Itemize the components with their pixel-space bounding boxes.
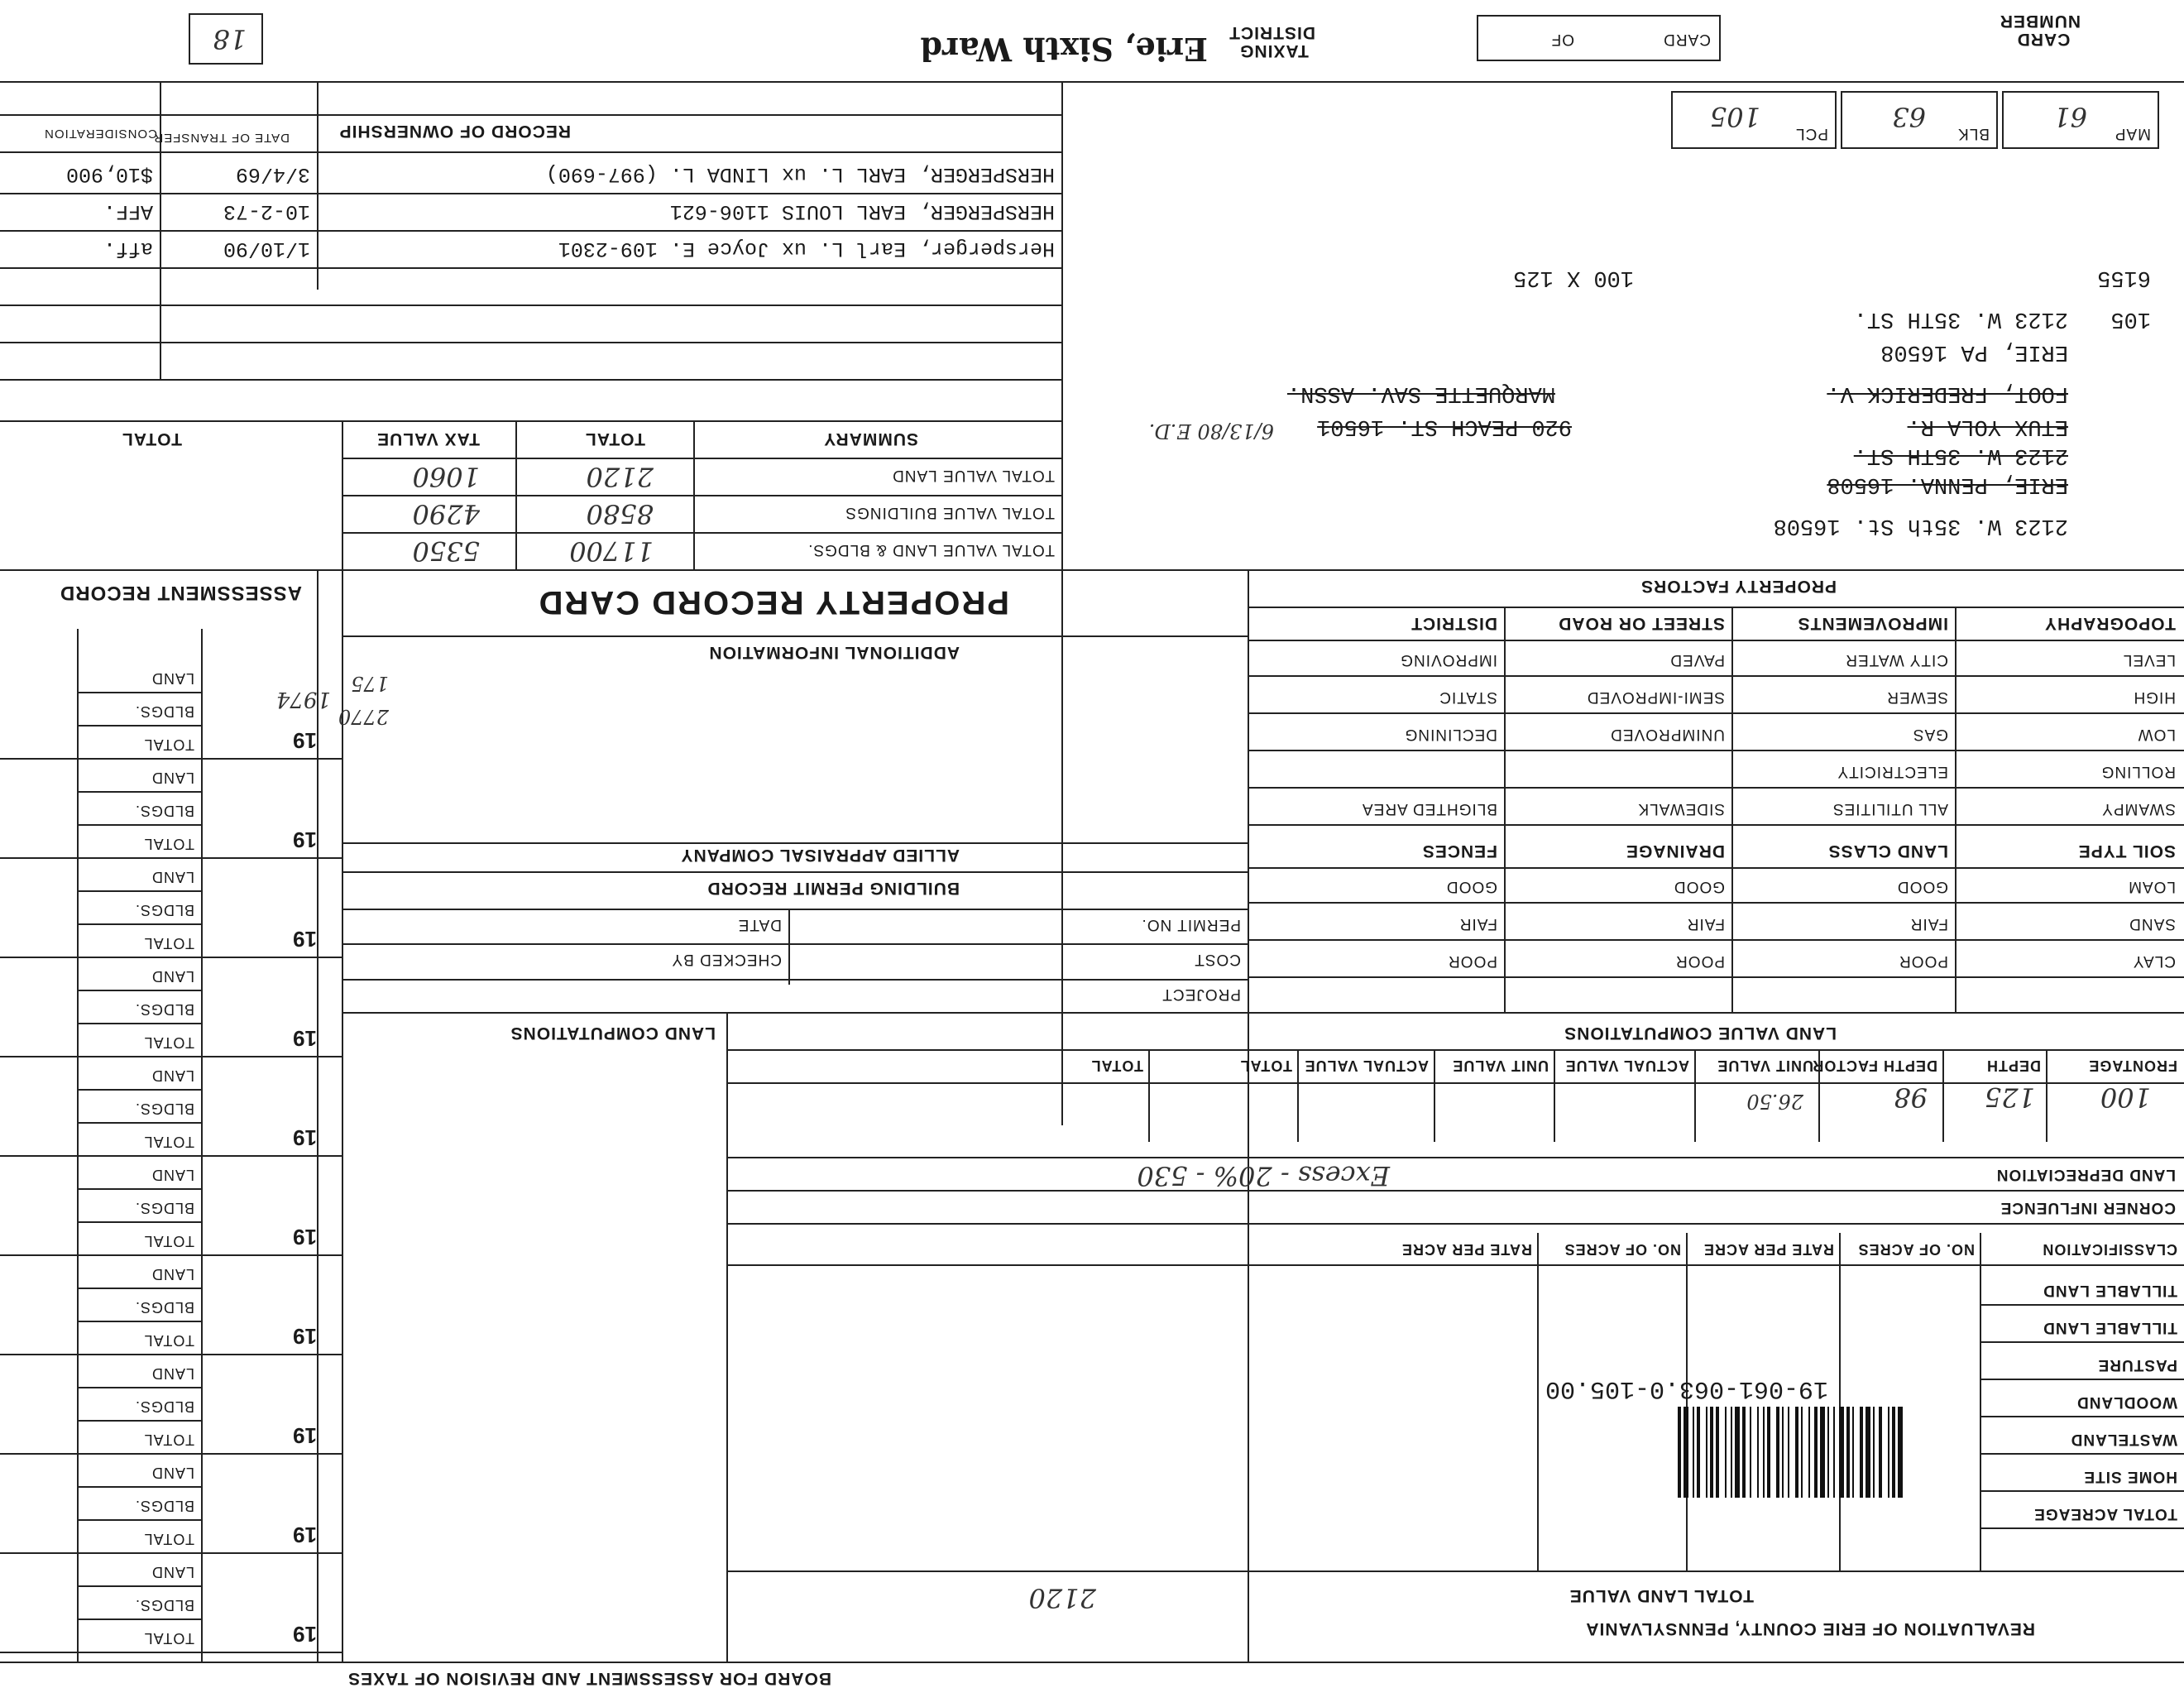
barcode-bar	[1706, 1407, 1707, 1498]
assess-label-6-0: LAND	[151, 1266, 194, 1283]
of-label: OF	[1550, 31, 1574, 48]
summary-row-2-label: TOTAL VALUE LAND & BLDGS.	[807, 541, 1055, 559]
total-land-value: 2120	[1028, 1582, 1096, 1614]
assessment-title: ASSESSMENT RECORD	[59, 582, 302, 604]
cls-rule-3	[1981, 1416, 2184, 1417]
barcode-text: 19-061-063.0-105.00	[1545, 1374, 1828, 1403]
owner-struck-5: 920 PEACH ST. 16501	[1317, 414, 1572, 439]
owner-line-0: 6155	[2097, 265, 2151, 290]
map-value: 61	[2053, 101, 2087, 132]
pf2-header-1: LAND CLASS	[1827, 842, 1948, 861]
summary-row-1-label: TOTAL VALUE BUILDINGS	[845, 504, 1055, 521]
assess-block-rule-7	[0, 1453, 343, 1455]
assess-year-7: 19	[293, 1423, 317, 1448]
barcode-bar	[1750, 1407, 1751, 1498]
board-title: BOARD FOR ASSESSMENT AND REVISION OF TAXES	[347, 1669, 831, 1688]
pf2-header-3: FENCES	[1421, 842, 1497, 861]
assess-label-6-2: TOTAL	[143, 1332, 194, 1349]
pf-cell-0-2: PAVED	[1669, 651, 1725, 669]
assess-rule-7-0	[79, 1387, 203, 1388]
cls-rule-2	[1981, 1379, 2184, 1380]
assess-label-2-1: BLDGS.	[134, 902, 194, 918]
assess-year-8: 19	[293, 1523, 317, 1547]
pf-cell-0-1: CITY WATER	[1845, 651, 1948, 669]
barcode-bar	[1827, 1407, 1829, 1498]
barcode-bar	[1839, 1407, 1844, 1498]
assess-label-0-2: TOTAL	[143, 736, 194, 753]
lv-header-1: DEPTH	[1985, 1057, 2041, 1074]
cls-row-5: HOME SITE	[2083, 1468, 2177, 1485]
assess-year-hand: 1974	[275, 687, 331, 712]
assess-block-rule-8	[0, 1552, 343, 1554]
pf-cell-1-1: SEWER	[1886, 688, 1948, 706]
assess-label-5-1: BLDGS.	[134, 1200, 194, 1216]
assess-label-2-0: LAND	[151, 869, 194, 885]
land-depreciation-label: LAND DEPRECIATION	[1995, 1166, 2176, 1183]
barcode-bar	[1888, 1407, 1889, 1498]
cls-rule-1	[1981, 1341, 2184, 1343]
cls-bottom-rule	[728, 1571, 2184, 1572]
lv-header-2: DEPTH FACTOR	[1812, 1057, 1937, 1074]
assess-label-3-0: LAND	[151, 968, 194, 985]
assess-label-8-2: TOTAL	[143, 1531, 194, 1547]
pf2-cell-0-3: GOOD	[1445, 878, 1497, 895]
summary-header-total: TOTAL	[584, 429, 645, 448]
pf2-header-2: DRAINAGE	[1625, 842, 1725, 861]
pf-cell-0-0: LEVEL	[2122, 651, 2176, 669]
permit-cost: COST	[1194, 951, 1241, 968]
assess-label-0-1: BLDGS.	[134, 703, 194, 720]
pf2-rule-1	[1249, 939, 2184, 941]
pf2-cell-2-3: POOR	[1448, 952, 1497, 970]
assess-year-5: 19	[293, 1225, 317, 1249]
cls-hdr-rule	[728, 1264, 2184, 1266]
stamp-number: 18	[213, 23, 247, 55]
assess-label-8-1: BLDGS.	[134, 1498, 194, 1514]
summary-header-tax: TAX VALUE	[376, 429, 480, 448]
total-land-divider	[1248, 1572, 1249, 1663]
assess-rule-3-0	[79, 990, 203, 991]
assess-rule-1-1	[79, 824, 203, 826]
pf-header-2: STREET OR ROAD	[1558, 614, 1725, 633]
lv-header-6: ACTUAL VALUE	[1304, 1057, 1429, 1074]
assess-hand-2: 2770	[338, 705, 389, 728]
lv-hdr-rule	[728, 1082, 2184, 1084]
building-permit-title: BUILDING PERMIT RECORD	[706, 879, 960, 898]
allied-appraisal: ALLIED APPRAISAL COMPANY	[680, 846, 960, 865]
barcode-bar	[1697, 1407, 1700, 1498]
map-label: MAP	[2114, 125, 2151, 142]
map-box	[2002, 91, 2159, 149]
pf2-cell-2-1: POOR	[1899, 952, 1948, 970]
barcode-bar	[1820, 1407, 1825, 1498]
taxing-district-label: TAXING DISTRICT	[1228, 23, 1315, 60]
cls-rule-6	[1981, 1527, 2184, 1529]
barcode	[1415, 1374, 1911, 1498]
barcode-bar	[1801, 1407, 1803, 1498]
summary-row-1-a: 8580	[586, 498, 654, 530]
barcode-bar	[1833, 1407, 1835, 1498]
property-factors-title: PROPERTY FACTORS	[1640, 577, 1837, 596]
assess-label-9-1: BLDGS.	[134, 1597, 194, 1614]
consideration-header: CONSIDERATION	[44, 127, 157, 141]
pf-rule-0	[1249, 675, 2184, 677]
barcode-bar	[1716, 1407, 1719, 1498]
owner-new-address: 2123 W. 35th St. 16508	[1773, 513, 2068, 538]
assess-rule-4-0	[79, 1089, 203, 1091]
card-label: CARD	[1663, 31, 1711, 48]
assess-rule-0-0	[79, 692, 203, 693]
assess-year-2: 19	[293, 927, 317, 952]
assess-block-rule-4	[0, 1155, 343, 1157]
pf2-cell-1-1: FAIR	[1909, 915, 1948, 933]
assess-label-4-0: LAND	[151, 1067, 194, 1084]
blk-box	[1841, 91, 1998, 149]
pf2-cell-0-1: GOOD	[1896, 878, 1948, 895]
cls-row-4: WASTELAND	[2070, 1431, 2177, 1448]
cls-header-0: CLASSIFICATION	[2042, 1241, 2177, 1258]
assess-block-rule-9	[0, 1652, 343, 1653]
owner-note: 6/13/80 E.D.	[1148, 420, 1274, 443]
cls-rule-5	[1981, 1490, 2184, 1492]
assess-block-rule-1	[0, 857, 343, 859]
depth-factor-value: 98	[1894, 1081, 1928, 1113]
cls-row-0: TILLABLE LAND	[2043, 1282, 2177, 1299]
lv-col-7	[1297, 1051, 1299, 1142]
barcode-bar	[1846, 1407, 1850, 1498]
assess-label-5-0: LAND	[151, 1167, 194, 1183]
assess-label-4-2: TOTAL	[143, 1134, 194, 1150]
assess-block-rule-3	[0, 1056, 343, 1057]
assess-rule-1-0	[79, 791, 203, 793]
barcode-bar	[1684, 1407, 1688, 1498]
summary-row-2-b: 5350	[412, 535, 480, 567]
pcl-value: 105	[1709, 101, 1760, 132]
barcode-bar	[1873, 1407, 1875, 1498]
pf-cell-2-1: GAS	[1912, 726, 1948, 743]
cls-header-2: RATE PER ACRE	[1703, 1241, 1834, 1258]
pf-cell-4-0: SWAMPY	[2101, 800, 2176, 818]
barcode-bar	[1782, 1407, 1784, 1498]
date-header: DATE OF TRANSFER	[153, 131, 290, 145]
assess-rule-2-0	[79, 890, 203, 892]
ownership-row-1-name: HERSPERGER, EARL LOUIS 1106-621	[669, 199, 1055, 223]
land-computations-title: LAND COMPUTATIONS	[510, 1024, 716, 1043]
barcode-bar	[1757, 1407, 1759, 1498]
barcode-bar	[1776, 1407, 1779, 1498]
cls-header-3: NO. OF ACRES	[1564, 1241, 1681, 1258]
barcode-bar	[1763, 1407, 1765, 1498]
assess-label-1-0: LAND	[151, 770, 194, 786]
assess-label-9-2: TOTAL	[143, 1630, 194, 1647]
taxing-district-value: Erie, Sixth Ward	[920, 31, 1208, 68]
summary-row-1-b: 4290	[412, 498, 480, 530]
lv-col-2	[1942, 1051, 1944, 1142]
barcode-bar	[1725, 1407, 1727, 1498]
barcode-bar	[1735, 1407, 1740, 1498]
assess-rule-9-1	[79, 1618, 203, 1620]
lv-data-rule	[728, 1157, 2184, 1158]
cls-rule-4	[1981, 1453, 2184, 1455]
assess-rule-6-1	[79, 1321, 203, 1322]
pcl-box	[1671, 91, 1837, 149]
owner-line-2: 2123 W. 35TH ST.	[1853, 306, 2068, 331]
assess-label-9-0: LAND	[151, 1564, 194, 1580]
cls-row-3: WOODLAND	[2076, 1393, 2177, 1411]
barcode-bar	[1767, 1407, 1770, 1498]
assess-year-9: 19	[293, 1622, 317, 1647]
pf-bottom-rule	[1249, 1012, 2184, 1014]
barcode-bar	[1892, 1407, 1895, 1498]
pf-cell-2-0: LOW	[2137, 726, 2176, 743]
assess-block-rule-2	[0, 957, 343, 958]
assess-year-4: 19	[293, 1125, 317, 1150]
pf-cell-4-3: BLIGHTED AREA	[1362, 800, 1497, 818]
assess-label-0-0: LAND	[151, 670, 194, 687]
lv-header-5: UNIT VALUE	[1452, 1057, 1549, 1074]
pf2-cell-1-0: SAND	[2129, 915, 2176, 933]
cls-rule-0	[1981, 1304, 2184, 1306]
barcode-bar	[1742, 1407, 1746, 1498]
pf-rule-3	[1249, 787, 2184, 789]
assess-label-8-0: LAND	[151, 1465, 194, 1481]
barcode-bar	[1860, 1407, 1863, 1498]
card-number-label: CARD NUMBER	[1999, 12, 2081, 49]
pf-hdr-rule	[1249, 640, 2184, 641]
pf-cell-4-2: SIDEWALK	[1637, 800, 1725, 818]
pf2-cell-0-0: LOAM	[2128, 878, 2176, 895]
barcode-bar	[1814, 1407, 1818, 1498]
main-title: PROPERTY RECORD CARD	[537, 584, 1009, 621]
permit-project: PROJECT	[1161, 985, 1241, 1003]
barcode-bar	[1788, 1407, 1789, 1498]
assess-label-3-1: BLDGS.	[134, 1001, 194, 1018]
cls-row-6: TOTAL ACREAGE	[2033, 1505, 2177, 1523]
pf2-rule-2	[1249, 976, 2184, 978]
county-title: REVALUATION OF ERIE COUNTY, PENNSYLVANIA	[1585, 1619, 2035, 1638]
lv-top-rule	[728, 1049, 2184, 1051]
pf-col-3	[1504, 608, 1506, 1014]
lv-header-7: TOTAL	[1239, 1057, 1292, 1074]
pf-cell-3-0: ROLLING	[2100, 763, 2176, 780]
pf-cell-2-3: DECLINING	[1404, 726, 1497, 743]
barcode-bar	[1808, 1407, 1810, 1498]
owner-line-3: ERIE, PA 16508	[1880, 339, 2068, 364]
barcode-bar	[1852, 1407, 1854, 1498]
pf-header-3: DISTRICT	[1410, 614, 1497, 633]
assess-label-5-2: TOTAL	[143, 1233, 194, 1249]
assess-rule-7-1	[79, 1420, 203, 1422]
cls-row-2: PASTURE	[2097, 1356, 2177, 1374]
assess-year-6: 19	[293, 1324, 317, 1349]
assess-year-0: 19	[293, 728, 317, 753]
assess-block-rule-5	[0, 1254, 343, 1256]
barcode-bar	[1693, 1407, 1694, 1498]
ownership-row-2-cons: aff.	[103, 237, 153, 261]
pf-cell-1-3: STATIC	[1439, 688, 1497, 706]
assess-block-rule-6	[0, 1354, 343, 1355]
pf-cell-4-1: ALL UTILITIES	[1832, 800, 1948, 818]
permit-no: PERMIT NO.	[1141, 916, 1241, 933]
additional-info-title: ADDITIONAL INFORMATION	[708, 643, 960, 662]
pf-cell-0-3: IMPROVING	[1400, 651, 1497, 669]
pf-cell-2-2: UNIMPROVED	[1610, 726, 1725, 743]
cls-header-4: RATE PER ACRE	[1401, 1241, 1532, 1258]
land-value-title: LAND VALUE COMPUTATIONS	[1564, 1024, 1837, 1043]
assess-year-1: 19	[293, 827, 317, 852]
assess-rule-9-0	[79, 1585, 203, 1587]
assess-rule-5-0	[79, 1188, 203, 1190]
barcode-bar	[1879, 1407, 1882, 1498]
assess-block-rule-0	[0, 758, 343, 760]
lv-col-6	[1434, 1051, 1435, 1142]
ownership-row-0-name: HERSPERGER, EARL L. ux LINDA L. (997-690)	[545, 162, 1055, 186]
barcode-bar	[1795, 1407, 1798, 1498]
blk-value: 63	[1892, 101, 1926, 132]
assess-label-7-0: LAND	[151, 1365, 194, 1382]
frontage-value: 100	[2100, 1081, 2151, 1113]
assess-rule-3-1	[79, 1023, 203, 1024]
barcode-bar	[1866, 1407, 1870, 1498]
unit-value: 26.50	[1746, 1090, 1803, 1113]
barcode-bar	[1678, 1407, 1681, 1498]
lv-corner-rule	[728, 1223, 2184, 1225]
assess-label-7-1: BLDGS.	[134, 1398, 194, 1415]
ownership-row-1-cons: AFF.	[103, 199, 153, 223]
pf-header-0: TOPOGRAPHY	[2044, 614, 2176, 633]
pf-cell-3-1: ELECTRICITY	[1837, 763, 1948, 780]
ownership-row-0-cons: $10,900	[65, 162, 153, 186]
assess-label-3-2: TOTAL	[143, 1034, 194, 1051]
summary-row-0-a: 2120	[586, 461, 654, 492]
pf2-hdr-rule	[1249, 867, 2184, 869]
pf2-cell-1-3: FAIR	[1458, 915, 1497, 933]
lv-col-4	[1694, 1051, 1696, 1142]
summary-header-total2: TOTAL	[121, 429, 182, 448]
owner-struck-4: MARQUETTE SAV. ASSN.	[1286, 381, 1555, 405]
summary-title: SUMMARY	[823, 429, 918, 448]
pf2-cell-1-2: FAIR	[1686, 915, 1725, 933]
pf-header-1: IMPROVEMENTS	[1797, 614, 1948, 633]
assess-rule-8-1	[79, 1519, 203, 1521]
pf-cell-1-2: SEMI-IMPROVED	[1586, 688, 1725, 706]
assess-rule-5-1	[79, 1221, 203, 1223]
owner-struck-1: ETUX YOLA R.	[1907, 414, 2068, 439]
cls-col-1	[1980, 1233, 1981, 1572]
lv-header-4: ACTUAL VALUE	[1564, 1057, 1689, 1074]
stamp-box	[189, 13, 263, 65]
owner-struck-2: 2123 W. 35TH ST.	[1853, 443, 2068, 468]
blk-label: BLK	[1957, 125, 1990, 142]
pf-col-2	[1731, 608, 1733, 1014]
pcl-label: PCL	[1795, 125, 1828, 142]
owner-struck-3: ERIE, PENNA. 16508	[1827, 472, 2068, 496]
total-land-label: TOTAL LAND VALUE	[1569, 1586, 1754, 1605]
depth-value: 125	[1984, 1081, 2035, 1113]
pf-rule-1	[1249, 712, 2184, 714]
pf-col-1	[1955, 608, 1956, 1014]
pf2-cell-0-2: GOOD	[1673, 878, 1725, 895]
cls-header-1: NO. OF ACRES	[1857, 1241, 1975, 1258]
assess-label-6-1: BLDGS.	[134, 1299, 194, 1316]
pf-rule-4	[1249, 824, 2184, 826]
assess-rule-6-0	[79, 1288, 203, 1289]
cls-row-1: TILLABLE LAND	[2043, 1319, 2177, 1336]
pf2-cell-2-0: CLAY	[2132, 952, 2176, 970]
summary-row-2-a: 11700	[569, 535, 654, 567]
lv-header-8: TOTAL	[1090, 1057, 1143, 1074]
ownership-title: RECORD OF OWNERSHIP	[338, 122, 571, 141]
pf2-rule-0	[1249, 902, 2184, 904]
lv-col-8	[1148, 1051, 1150, 1142]
summary-row-0-b: 1060	[412, 461, 480, 492]
assess-rule-4-1	[79, 1122, 203, 1124]
pf-cell-1-0: HIGH	[2133, 688, 2176, 706]
pf-rule-2	[1249, 750, 2184, 751]
owner-line-1: 105	[2110, 306, 2151, 331]
owner-line-4: 100 X 125	[1513, 265, 1634, 290]
assess-rule-8-0	[79, 1486, 203, 1488]
assess-year-3: 19	[293, 1026, 317, 1051]
ownership-row-0-date: 3/4/69	[235, 162, 310, 186]
permit-date: DATE	[737, 916, 782, 933]
ownership-row-2-name: Hersperger, Earl L. ux Joyce E. 109-2301	[558, 237, 1055, 261]
ownership-row-2-date: 1/10/90	[223, 237, 310, 261]
summary-row-0-label: TOTAL VALUE LAND	[892, 467, 1055, 484]
owner-struck-0: FOOT, FREDERICK V.	[1827, 381, 2068, 405]
assess-hand-1: 175	[351, 672, 389, 695]
assess-rule-0-1	[79, 725, 203, 727]
lv-header-3: UNIT VALUE	[1717, 1057, 1813, 1074]
permit-checked: CHECKED BY	[671, 951, 782, 968]
pf2-header-0: SOIL TYPE	[2077, 842, 2176, 861]
card-of-box	[1477, 15, 1721, 61]
lv-col-1	[2046, 1051, 2048, 1142]
lv-header-0: FRONTAGE	[2088, 1057, 2177, 1074]
assess-label-7-2: TOTAL	[143, 1431, 194, 1448]
lv-col-5	[1554, 1051, 1555, 1142]
assess-label-1-1: BLDGS.	[134, 803, 194, 819]
barcode-bar	[1731, 1407, 1732, 1498]
depreciation-note: Excess - 20% - 530	[1137, 1160, 1390, 1192]
pf2-cell-2-2: POOR	[1675, 952, 1725, 970]
assess-rule-2-1	[79, 923, 203, 925]
lv-col-3	[1818, 1051, 1820, 1142]
corner-influence-label: CORNER INFLUENCE	[2000, 1199, 2176, 1216]
assess-label-2-2: TOTAL	[143, 935, 194, 952]
assess-label-1-2: TOTAL	[143, 836, 194, 852]
assess-label-4-1: BLDGS.	[134, 1101, 194, 1117]
barcode-bar	[1898, 1407, 1903, 1498]
ownership-row-1-date: 10-2-73	[223, 199, 310, 223]
barcode-bar	[1710, 1407, 1713, 1498]
lv-dep-rule	[728, 1190, 2184, 1192]
